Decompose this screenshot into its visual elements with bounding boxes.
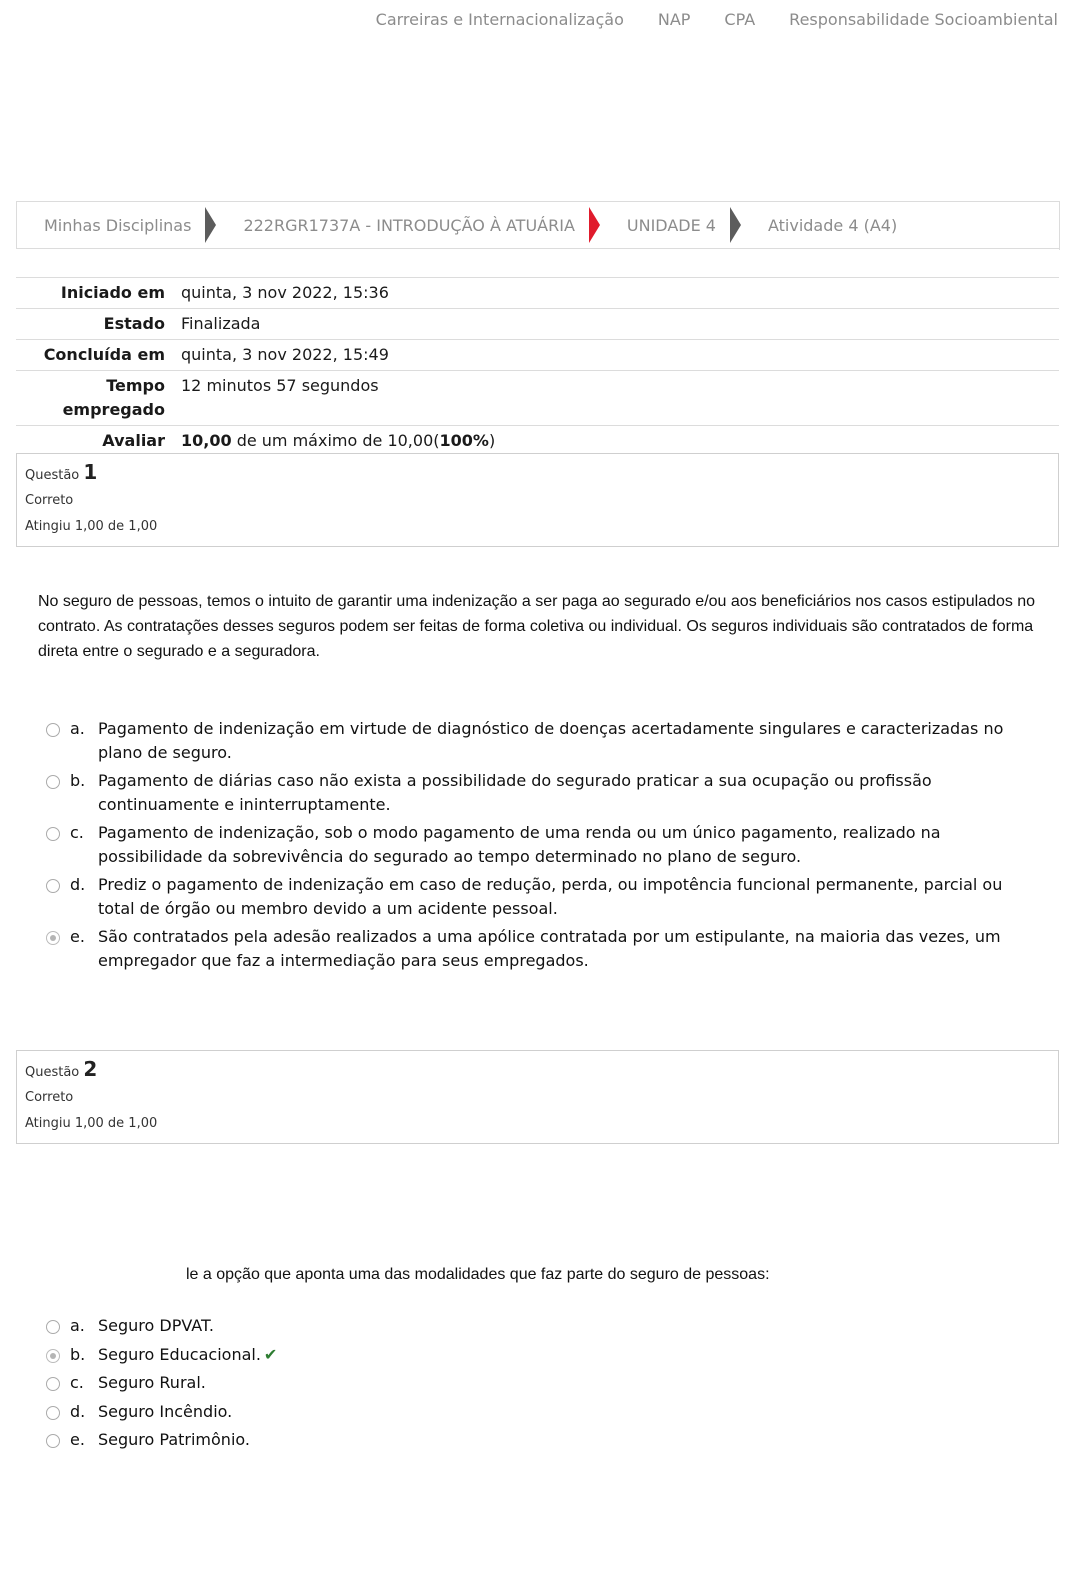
question-mark: Atingiu 1,00 de 1,00: [25, 1116, 158, 1131]
question-text-1: No seguro de pessoas, temos o intuito de garantir uma indenização a ser paga ao segurado e/ou aos beneficiários nos casos estipulados no contrato. As contratações desses seguros podem ser feitas de forma coletiva ou individual. Os seguros individuais são contratados de forma direta entre o segurado e a seguradora.: [38, 593, 1036, 660]
nav-link-responsabilidade[interactable]: Responsabilidade Socioambiental: [789, 10, 1058, 29]
radio-button[interactable]: [46, 1406, 60, 1420]
answer-text: Pagamento de indenização em virtude de diagnóstico de doenças acertadamente singulares e caracterizadas no plano de seguro.: [98, 719, 1004, 762]
summary-label-line: empregado: [62, 400, 165, 419]
summary-row-completed: [16, 340, 1059, 371]
summary-label: Avaliar: [102, 431, 165, 450]
answer-option-b[interactable]: [46, 1343, 1021, 1367]
summary-label: Concluída em: [43, 345, 165, 364]
summary-label: [16, 371, 172, 426]
summary-value: [172, 426, 1059, 457]
radio-button[interactable]: [46, 827, 60, 841]
answer-text: Seguro Rural.: [98, 1373, 206, 1392]
question-label: Questão: [25, 468, 80, 483]
grade-close: ): [488, 431, 496, 450]
answer-letter: a.: [70, 719, 85, 738]
question-mark: Atingiu 1,00 de 1,00: [25, 519, 158, 534]
breadcrumb-item-disciplinas[interactable]: Minhas Disciplinas: [44, 215, 192, 235]
answer-list-1: [46, 717, 1021, 973]
question-number: 1: [83, 460, 98, 484]
question-status: Correto: [25, 1090, 74, 1105]
question-info-2: [16, 1050, 1059, 1144]
answer-option-e[interactable]: [46, 1428, 1021, 1452]
breadcrumb-separator-icon: [589, 207, 600, 243]
question-status: Correto: [25, 493, 74, 508]
answer-text: Pagamento de indenização, sob o modo pagamento de uma renda ou um único pagamento, realizado na possibilidade da sobrevivência do segurado ao tempo determinado no plano de seguro.: [98, 823, 941, 866]
answer-letter: d.: [70, 1401, 86, 1421]
nav-link-cpa[interactable]: CPA: [724, 10, 756, 29]
nav-link-nap[interactable]: NAP: [657, 10, 691, 29]
answer-letter: e.: [70, 927, 85, 946]
breadcrumb: [16, 201, 1059, 249]
radio-button[interactable]: [46, 775, 60, 789]
radio-button[interactable]: [46, 1320, 60, 1334]
summary-label: Iniciado em: [60, 283, 165, 302]
breadcrumb-item-unit[interactable]: UNIDADE 4: [626, 215, 716, 235]
answer-text: São contratados pela adesão realizados a uma apólice contratada por um estipulante, na maioria das vezes, um empregador que faz a intermediação para seus empregados.: [98, 927, 1001, 970]
radio-button[interactable]: [46, 1434, 60, 1448]
answer-letter: c.: [70, 823, 84, 842]
answer-option-a[interactable]: [46, 1314, 1021, 1338]
answer-list-2: [46, 1314, 1021, 1452]
question-label: Questão: [25, 1065, 80, 1080]
answer-text: Seguro Incêndio.: [98, 1401, 233, 1421]
attempt-summary: [16, 277, 1059, 457]
radio-button-selected[interactable]: [46, 1349, 60, 1363]
answer-text: Seguro Patrimônio.: [98, 1430, 250, 1449]
radio-button[interactable]: [46, 1377, 60, 1391]
answer-text: Seguro DPVAT.: [98, 1316, 214, 1335]
answer-letter: d.: [70, 875, 86, 894]
answer-letter: e.: [70, 1430, 85, 1449]
answer-option-a[interactable]: [46, 717, 1021, 765]
answer-text: Prediz o pagamento de indenização em caso de redução, perda, ou impotência funcional permanente, parcial ou total de órgão ou membro devido a um acidente pessoal.: [98, 875, 1003, 918]
answer-letter: c.: [70, 1373, 84, 1392]
answer-text: [98, 1343, 1021, 1367]
summary-label-line: Tempo: [106, 376, 165, 395]
summary-value: Finalizada: [181, 314, 261, 333]
breadcrumb-item-activity[interactable]: Atividade 4 (A4): [767, 215, 898, 235]
answer-letter: b.: [70, 1344, 86, 1364]
answer-text: Pagamento de diárias caso não exista a possibilidade do segurado praticar a sua ocupação ou profissão continuamente e ininterruptamente.: [98, 771, 932, 814]
question-number: 2: [83, 1057, 98, 1081]
check-icon: ✔: [263, 1344, 278, 1364]
summary-value: quinta, 3 nov 2022, 15:49: [181, 345, 389, 364]
breadcrumb-item-course[interactable]: 222RGR1737A - INTRODUÇÃO À ATUÁRIA: [243, 215, 575, 235]
grade-score: 10,00: [181, 431, 232, 450]
answer-option-c[interactable]: [46, 1371, 1021, 1395]
answer-option-b[interactable]: [46, 769, 1021, 817]
summary-value: quinta, 3 nov 2022, 15:36: [181, 283, 389, 302]
radio-button[interactable]: [46, 723, 60, 737]
grade-max: de um máximo de 10,00(: [231, 431, 440, 450]
question-text-2: le a opção que aponta uma das modalidades que faz parte do seguro de pessoas:: [186, 1266, 770, 1283]
summary-value: 12 minutos 57 segundos: [181, 376, 379, 395]
nav-link-carreiras[interactable]: Carreiras e Internacionalização: [375, 10, 624, 29]
radio-button-selected[interactable]: [46, 931, 60, 945]
summary-row-state: [16, 309, 1059, 340]
answer-text-value: Seguro Educacional.: [98, 1344, 261, 1364]
answer-option-e[interactable]: [46, 925, 1021, 973]
summary-row-time: [16, 371, 1059, 426]
answer-option-c[interactable]: [46, 821, 1021, 869]
summary-label: Estado: [103, 314, 165, 333]
summary-row-grade: [16, 426, 1059, 457]
grade-percent: 100%: [439, 431, 489, 450]
top-navigation: [376, 10, 1058, 29]
answer-option-d[interactable]: [46, 873, 1021, 921]
breadcrumb-separator-icon: [730, 207, 741, 243]
radio-button[interactable]: [46, 879, 60, 893]
answer-letter: a.: [70, 1316, 85, 1335]
answer-option-d[interactable]: [46, 1400, 1021, 1424]
question-info-1: [16, 453, 1059, 547]
answer-letter: b.: [70, 771, 86, 790]
summary-row-started: [16, 278, 1059, 309]
breadcrumb-separator-icon: [205, 207, 216, 243]
